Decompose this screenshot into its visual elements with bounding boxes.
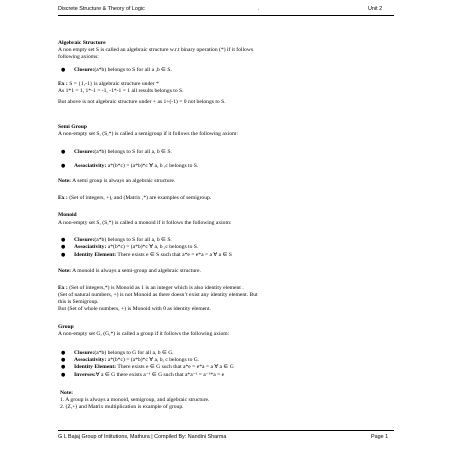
monoid-identity-item	[74, 252, 232, 258]
semigroup-closure-label: Closure:	[74, 149, 95, 155]
group-intro: A non-empty set G, (G,*) is called a group if it follows the following axiom:	[58, 331, 230, 337]
semigroup-closure-text: (a*b) belongs to S for all a, b ∈ S.	[94, 149, 172, 155]
monoid-identity-label: Identity Element:	[74, 252, 117, 258]
group-closure-text: (a*b) belongs to G for all a, b ∈ G.	[94, 350, 174, 356]
algebraic-ex-line3: But above is not algebraic structure under + as 1+(-1) = 0 not belongs to S.	[58, 99, 226, 105]
monoid-ex-line3: this is Semigroup.	[58, 299, 99, 305]
algebraic-closure-item	[74, 67, 172, 73]
semigroup-heading: Semi Group	[58, 124, 87, 130]
semigroup-note	[58, 178, 175, 184]
monoid-note	[58, 268, 201, 274]
group-heading: Group	[58, 324, 74, 330]
monoid-heading: Monoid	[58, 212, 77, 218]
monoid-ex-line4: But (Set of whole numbers, +) is Monoid with 0 as identity element.	[58, 306, 211, 312]
group-inverse-text: ∀ a ∈ G there exists a⁻¹ ∈ G such that a*a⁻¹ = a⁻¹*a = e	[95, 372, 225, 378]
monoid-assoc-item	[74, 244, 198, 250]
semigroup-ex-label: Ex :	[58, 195, 68, 201]
monoid-note-label: Note:	[58, 268, 72, 274]
group-inverse-label: Inverses:	[74, 372, 96, 378]
semigroup-assoc-item	[74, 163, 198, 169]
monoid-ex-text: (Set of integers,*) is Monoid as 1 is an integer which is also identity element .	[67, 285, 244, 291]
monoid-assoc-label: Associativity:	[74, 244, 107, 250]
monoid-assoc-text: a*(b*c) = (a*b)*c ∀ a, b ,c belongs to S.	[106, 244, 199, 250]
footer-left: G L Bajaj Group of Intitutions, Mathura | Compiled By: Nandini Sharma	[58, 434, 227, 440]
group-inverse-item	[74, 372, 224, 378]
semigroup-ex-text: (Set of integers, +), and (Matrix ,*) are examples of semigroup.	[67, 195, 212, 201]
monoid-note-text: A monoid is always a semi-group and algebraic structure.	[71, 268, 201, 274]
header-rule	[58, 15, 394, 16]
header-dot: .	[258, 6, 260, 12]
header-title: Discrete Structure & Theory of Logic	[58, 6, 145, 12]
semigroup-assoc-label: Associativity:	[74, 163, 107, 169]
monoid-ex-label: Ex :	[58, 285, 68, 291]
group-identity-item	[74, 364, 234, 370]
monoid-example	[58, 285, 244, 291]
algebraic-ex-line2: As 1*1 = 1, 1*-1 = -1, -1*-1 = 1 all results belongs to S.	[58, 88, 184, 94]
bullet-icon: ●	[61, 67, 66, 73]
group-closure-item	[74, 350, 174, 356]
group-note-2: 2. (Z,+) and Matrix multiplication is example of group.	[60, 404, 184, 410]
bullet-icon: ●	[61, 372, 66, 378]
group-identity-text: There exists e ∈ G such that a*e = e*a = a ∀ a ∈ G	[116, 364, 234, 370]
monoid-closure-text: (a*b) belongs to S for all a, b ∈ S.	[94, 237, 172, 243]
bullet-icon: ●	[61, 244, 66, 250]
bullet-icon: ●	[61, 357, 66, 363]
group-assoc-item	[74, 357, 199, 363]
group-assoc-text: a*(b*c) = (a*b)*c ∀ a, b, c belongs to G.	[106, 357, 200, 363]
semigroup-note-label: Note:	[58, 178, 72, 184]
monoid-closure-item	[74, 237, 172, 243]
group-closure-label: Closure:	[74, 350, 95, 356]
bullet-icon: ●	[61, 237, 66, 243]
algebraic-closure-text: (a*b) belongs to S for all a ,b ∈ S.	[94, 67, 172, 73]
algebraic-example	[58, 81, 159, 87]
monoid-ex-line2: (Set of natural numbers, +) is not Monoid as there doesn’t exist any identity element. But	[58, 292, 258, 298]
footer-rule	[58, 430, 394, 431]
bullet-icon: ●	[61, 350, 66, 356]
group-identity-label: Identity Element:	[74, 364, 117, 370]
algebraic-closure-label: Closure:	[74, 67, 95, 73]
algebraic-heading: Algebraic Structure	[58, 40, 106, 46]
algebraic-ex-text: S = {1,-1} is algebraic structure under *	[67, 81, 159, 87]
algebraic-ex-label: Ex :	[58, 81, 68, 87]
bullet-icon: ●	[61, 149, 66, 155]
footer-page-number: Page 1	[371, 434, 389, 440]
group-note-label: Note:	[60, 390, 74, 396]
algebraic-intro-line2: following axioms:	[58, 54, 99, 60]
group-note-1: 1. A group is always a monoid, semigroup, and algebraic structure.	[60, 397, 210, 403]
monoid-identity-text: There exists e ∈ S such that a*e = e*a = a ∀ a ∈ S	[116, 252, 232, 258]
bullet-icon: ●	[61, 163, 66, 169]
algebraic-intro-line1: A non empty set S is called an algebraic structure w.r.t binary operation (*) if it follows	[58, 47, 254, 53]
semigroup-closure-item	[74, 149, 172, 155]
semigroup-assoc-text: a*(b*c) = (a*b)*c ∀ a, b ,c belongs to S.	[106, 163, 199, 169]
bullet-icon: ●	[61, 252, 66, 258]
semigroup-note-text: A semi group is always an algebraic structure.	[71, 178, 176, 184]
semigroup-example	[58, 195, 211, 201]
header-unit: Unit 2	[368, 6, 383, 12]
group-assoc-label: Associativity:	[74, 357, 107, 363]
bullet-icon: ●	[61, 364, 66, 370]
semigroup-intro: A non-empty set S, (S,*) is called a semigroup if it follows the following axiom:	[58, 131, 238, 137]
monoid-intro: A non-empty set S, (S,*) is called a monoid if it follows the following axiom:	[58, 220, 232, 226]
monoid-closure-label: Closure:	[74, 237, 95, 243]
